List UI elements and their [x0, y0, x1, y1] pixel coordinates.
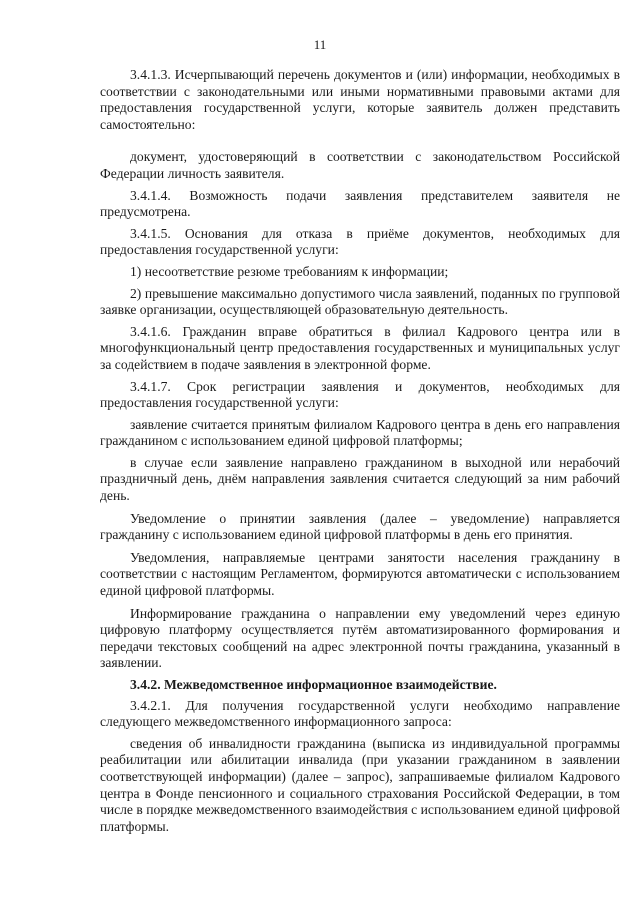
- paragraph-refusal-reason-2: 2) превышение максимально допустимого числа заявлений, поданных по групповой заявке организации, осуществляющей образовательную деятельность.: [100, 285, 620, 318]
- paragraph-3-4-2-1: 3.4.2.1. Для получения государственной услуги необходимо направление следующего межведомственного информационного запроса:: [100, 697, 620, 730]
- paragraph-refusal-reason-1: 1) несоответствие резюме требованиям к информации;: [130, 263, 449, 279]
- section-heading-3-4-2: 3.4.2. Межведомственное информационное взаимодействие.: [130, 677, 497, 692]
- paragraph-3-4-1-5: 3.4.1.5. Основания для отказа в приёме документов, необходимых для предоставления государственной услуги:: [100, 225, 620, 258]
- paragraph-3-4-1-6: 3.4.1.6. Гражданин вправе обратиться в филиал Кадрового центра или в многофункциональный центр предоставления государственных и муниципальных услуг за содействием в подаче заявления в электронной форме.: [100, 323, 620, 372]
- paragraph-3-4-1-4: 3.4.1.4. Возможность подачи заявления представителем заявителя не предусмотрена.: [100, 187, 620, 220]
- document-body: [100, 67, 620, 835]
- paragraph-3-4-1-3: 3.4.1.3. Исчерпывающий перечень документов и (или) информации, необходимых в соответствии с законодательными или иными нормативными правовыми актами для предоставления государственной услуги, которые заявитель должен представить самостоятельно:: [100, 67, 620, 132]
- paragraph-application-accepted: заявление считается принятым филиалом Кадрового центра в день его направления гражданином с использованием единой цифровой платформы;: [100, 416, 620, 449]
- paragraph-3-4-1-7: 3.4.1.7. Срок регистрации заявления и документов, необходимых для предоставления государственной услуги:: [100, 378, 620, 411]
- paragraph-email-informing: Информирование гражданина о направлении ему уведомлений через единую цифровую платформу осуществляется путём автоматизированного формирования и передачи текстовых сообщений на адрес электронной почты гражданина, указанный в заявлении.: [100, 605, 620, 671]
- page-number: 11: [313, 37, 327, 52]
- paragraph-acceptance-notice: Уведомление о принятии заявления (далее – уведомление) направляется гражданину с использованием единой цифровой платформы в день его принятия.: [100, 510, 620, 543]
- paragraph-disability-info-request: сведения об инвалидности гражданина (выписка из индивидуальной программы реабилитации или абилитации инвалида (при указании гражданином в заявлении соответствующей информации) (далее – запрос), запрашиваемые филиалом Кадрового центра в Фонде пенсионного и социального страхования Российской Федерации, в том числе в порядке межведомственного взаимодействия с использованием единой цифровой платформы.: [100, 735, 620, 834]
- paragraph-identity-document: документ, удостоверяющий в соответствии с законодательством Российской Федерации личность заявителя.: [100, 149, 620, 181]
- paragraph-automatic-notices: Уведомления, направляемые центрами занятости населения гражданину в соответствии с настоящим Регламентом, формируются автоматически с использованием единой цифровой платформы.: [100, 549, 620, 599]
- paragraph-holiday-submission: в случае если заявление направлено гражданином в выходной или нерабочий праздничный день, днём направления заявления считается следующий за ним рабочий день.: [100, 454, 620, 504]
